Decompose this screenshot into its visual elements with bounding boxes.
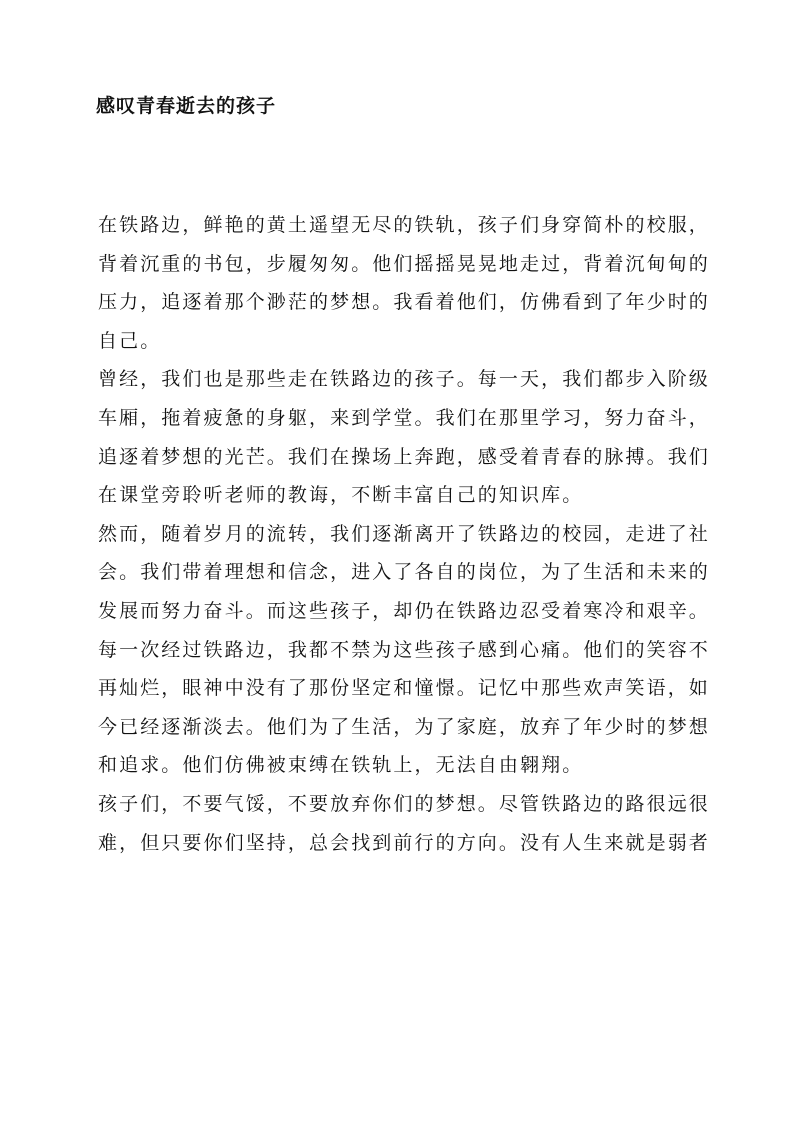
text-line: 孩子们，不要气馁，不要放弃你们的梦想。尽管铁路边的路很远很 (98, 792, 710, 815)
text-line: 和追求。他们仿佛被束缚在铁轨上，无法自由翱翔。 (98, 754, 584, 777)
text-line: 再灿烂，眼神中没有了那份坚定和憧憬。记忆中那些欢声笑语，如 (98, 677, 710, 700)
paragraph (98, 631, 710, 785)
text-line: 车厢，拖着疲惫的身躯，来到学堂。我们在那里学习，努力奋斗， (98, 406, 710, 429)
text-line: 发展而努力奋斗。而这些孩子，却仍在铁路边忍受着寒冷和艰辛。 (98, 599, 710, 622)
paragraph (98, 206, 710, 360)
text-line: 自己。 (98, 329, 162, 352)
text-line: 背着沉重的书包，步履匆匆。他们摇摇晃晃地走过，背着沉甸甸的 (98, 252, 710, 275)
text-line: 会。我们带着理想和信念，进入了各自的岗位，为了生活和未来的 (98, 561, 710, 584)
document-title: 感叹青春逝去的孩子 (96, 95, 277, 117)
text-line: 追逐着梦想的光芒。我们在操场上奔跑，感受着青春的脉搏。我们 (98, 445, 710, 468)
document-body (98, 206, 710, 862)
text-line: 在铁路边，鲜艳的黄土遥望无尽的铁轨，孩子们身穿简朴的校服， (98, 214, 710, 236)
text-line: 每一次经过铁路边，我都不禁为这些孩子感到心痛。他们的笑容不 (98, 638, 710, 661)
text-line: 今已经逐渐淡去。他们为了生活，为了家庭，放弃了年少时的梦想 (98, 715, 710, 738)
paragraph (98, 785, 710, 862)
paragraph (98, 515, 710, 631)
paragraph (98, 360, 710, 514)
text-line: 难，但只要你们坚持，总会找到前行的方向。没有人生来就是弱者 (98, 831, 710, 854)
text-line: 压力，追逐着那个渺茫的梦想。我看着他们，仿佛看到了年少时的 (98, 291, 710, 314)
text-line: 曾经，我们也是那些走在铁路边的孩子。每一天，我们都步入阶级 (98, 368, 710, 391)
text-line: 然而，随着岁月的流转，我们逐渐离开了铁路边的校园，走进了社 (98, 522, 710, 545)
text-line: 在课堂旁聆听老师的教诲，不断丰富自己的知识库。 (98, 484, 584, 507)
